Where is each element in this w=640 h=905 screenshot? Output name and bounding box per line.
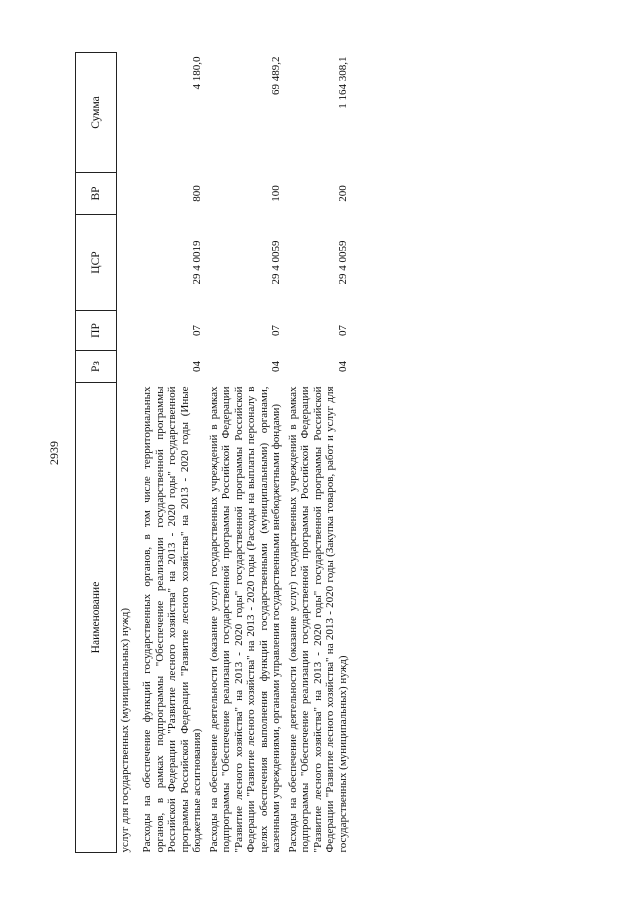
row-pr: 07 bbox=[336, 325, 349, 336]
table-header-row bbox=[76, 53, 117, 853]
header-rz: Рз bbox=[76, 351, 117, 383]
table-row bbox=[206, 53, 285, 853]
row-sum bbox=[117, 53, 140, 173]
row-name: Расходы на обеспечение деятельности (оказание услуг) государственных учреждений в рамках подпрограммы "Обеспечение реализации государственной программы Российской Федерации "Развитие лесного хозяйства" на 2013 - 2020 годы" государственной программы Российской Федерации "Развитие лесного хозяйства" на 2013 - 2020 годы (Расходы на выплаты персоналу в целях обеспечения выполнения функций государственными (муниципальными) органами, казенными учреждениями, органами управления государственными внебюджетными фондами) bbox=[207, 386, 282, 853]
header-vr: ВР bbox=[76, 173, 117, 215]
table-row bbox=[117, 53, 140, 853]
row-csr bbox=[117, 215, 140, 311]
row-rz: 04 bbox=[191, 361, 203, 372]
row-rz bbox=[117, 351, 140, 383]
page-number: 2939 bbox=[47, 441, 61, 465]
table-row bbox=[285, 53, 352, 853]
row-name: Расходы на обеспечение деятельности (оказание услуг) государственных учреждений в рамках подпрограммы "Обеспечение реализации государственной программы Российской Федерации "Развитие лесного хозяйства" на 2013 - 2020 годы" государственной программы Российской Федерации "Развитие лесного хозяйства" на 2013 - 2020 годы (Закупка товаров, работ и услуг для государственных (муниципальных) нужд) bbox=[286, 386, 349, 853]
row-csr: 29 4 0059 bbox=[336, 240, 349, 285]
budget-table bbox=[75, 52, 351, 853]
row-name: Расходы на обеспечение функций государственных органов, в том числе территориальных органов, в рамках подпрограммы "Обеспечение реализации государственной программы Российской Федерации "Развитие лесного хозяйства" на 2013 - 2020 годы" государственной программы Российской Федерации "Развитие лесного хозяйства" на 2013 - 2020 годы (Иные бюджетные ассигнования) bbox=[141, 386, 203, 853]
row-pr bbox=[117, 311, 140, 351]
header-pr: ПР bbox=[76, 311, 117, 351]
row-sum: 4 180,0 bbox=[191, 56, 203, 90]
rotated-page-content bbox=[75, 53, 565, 853]
header-sum: Сумма bbox=[76, 53, 117, 173]
row-vr bbox=[117, 173, 140, 215]
row-vr: 100 bbox=[270, 185, 282, 202]
row-csr: 29 4 0019 bbox=[191, 240, 203, 285]
row-vr: 200 bbox=[336, 185, 349, 202]
row-name: услуг для государственных (муниципальных) нужд) bbox=[119, 607, 131, 853]
row-vr: 800 bbox=[191, 185, 203, 202]
row-rz: 04 bbox=[336, 361, 349, 372]
row-pr: 07 bbox=[191, 325, 203, 336]
table-row bbox=[139, 53, 206, 853]
row-sum: 1 164 308,1 bbox=[336, 56, 349, 109]
row-pr: 07 bbox=[270, 325, 282, 336]
header-name: Наименование bbox=[76, 383, 117, 853]
row-rz: 04 bbox=[270, 361, 282, 372]
header-csr: ЦСР bbox=[76, 215, 117, 311]
row-sum: 69 489,2 bbox=[270, 56, 282, 95]
row-csr: 29 4 0059 bbox=[270, 240, 282, 285]
